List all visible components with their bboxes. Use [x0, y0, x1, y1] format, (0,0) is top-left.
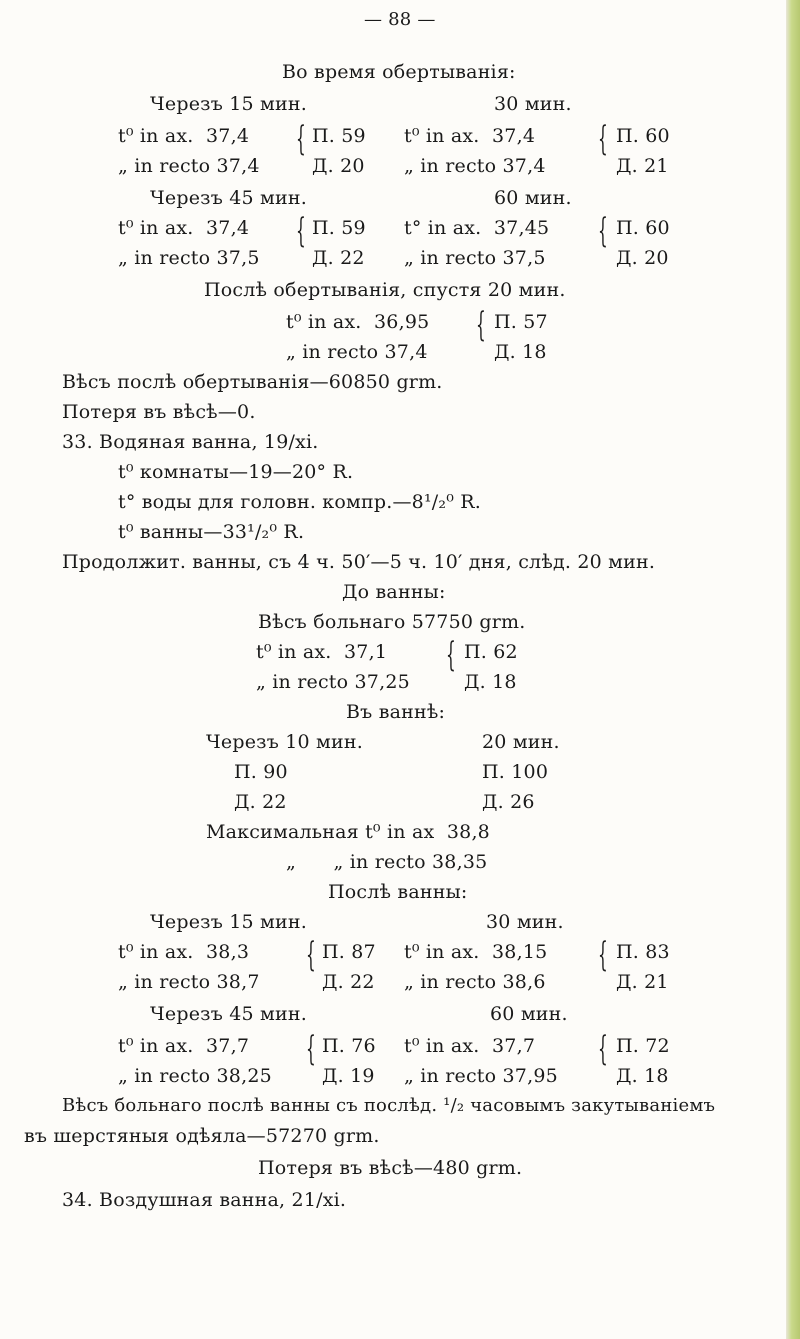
pulse-value: П. 83: [616, 941, 670, 963]
temp-axilla: t⁰ in ax. 38,3: [118, 941, 250, 963]
brace: {: [598, 119, 608, 159]
temp-axilla: t⁰ in ax. 38,15: [404, 941, 548, 963]
temp-axilla: t⁰ in ax. 37,7: [118, 1035, 250, 1057]
interval-label: 60 мин.: [494, 187, 572, 209]
respiration-value: Д. 18: [464, 671, 517, 693]
text-line: t° воды для головн. компр.—8¹/₂⁰ R.: [118, 491, 481, 513]
brace: {: [306, 1029, 316, 1069]
interval-label: Черезъ 45 мин.: [150, 187, 307, 209]
pulse-value: П. 100: [482, 761, 549, 783]
section-heading: До ванны:: [342, 581, 446, 603]
temp-recto: „ in recto 37,4: [286, 341, 428, 363]
temp-recto: „ in recto 37,4: [118, 155, 260, 177]
respiration-value: Д. 22: [234, 791, 287, 813]
temp-recto: „ in recto 37,25: [256, 671, 410, 693]
text-line: Вѣсъ больнаго 57750 grm.: [258, 611, 526, 633]
text-line: Потеря въ вѣсѣ—480 grm.: [258, 1157, 523, 1179]
temp-recto: „ in recto 38,25: [118, 1065, 272, 1087]
temp-recto: „ in recto 38,7: [118, 971, 260, 993]
pulse-value: П. 87: [322, 941, 376, 963]
temp-axilla: t⁰ in ax. 37,4: [404, 125, 536, 147]
brace: {: [598, 211, 608, 251]
text-line: Потеря въ вѣсѣ—0.: [62, 401, 256, 423]
respiration-value: Д. 21: [616, 971, 669, 993]
respiration-value: Д. 18: [494, 341, 547, 363]
max-temp-axilla: Максимальная t⁰ in ax 38,8: [206, 821, 490, 843]
max-temp-recto: „ „ in recto 38,35: [286, 851, 488, 873]
interval-label: 20 мин.: [482, 731, 560, 753]
interval-label: Черезъ 10 мин.: [206, 731, 363, 753]
entry-heading: 33. Водяная ванна, 19/xi.: [62, 431, 319, 453]
pulse-value: П. 72: [616, 1035, 670, 1057]
temp-axilla: t° in ax. 37,45: [404, 217, 550, 239]
brace: {: [296, 211, 306, 251]
pulse-value: П. 60: [616, 217, 670, 239]
section-heading: Во время обертыванія:: [282, 61, 516, 83]
pulse-value: П. 90: [234, 761, 288, 783]
brace: {: [446, 635, 456, 675]
respiration-value: Д. 26: [482, 791, 535, 813]
temp-axilla: t⁰ in ax. 37,4: [118, 125, 250, 147]
text-line: Продолжит. ванны, съ 4 ч. 50′—5 ч. 10′ дня, слѣд. 20 мин.: [62, 551, 656, 573]
respiration-value: Д. 22: [322, 971, 375, 993]
temp-axilla: t⁰ in ax. 36,95: [286, 311, 430, 333]
temp-recto: „ in recto 37,5: [404, 247, 546, 269]
section-heading: Въ ваннѣ:: [346, 701, 446, 723]
pulse-value: П. 76: [322, 1035, 376, 1057]
respiration-value: Д. 20: [616, 247, 669, 269]
respiration-value: Д. 21: [616, 155, 669, 177]
pulse-value: П. 60: [616, 125, 670, 147]
pulse-value: П. 59: [312, 217, 366, 239]
pulse-value: П. 62: [464, 641, 518, 663]
temp-axilla: t⁰ in ax. 37,7: [404, 1035, 536, 1057]
text-line: въ шерстяныя одѣяла—57270 grm.: [24, 1125, 380, 1147]
pulse-value: П. 59: [312, 125, 366, 147]
section-heading: Послѣ обертыванія, спустя 20 мин.: [204, 279, 566, 301]
respiration-value: Д. 19: [322, 1065, 375, 1087]
temp-recto: „ in recto 37,5: [118, 247, 260, 269]
section-heading: Послѣ ванны:: [328, 881, 468, 903]
respiration-value: Д. 20: [312, 155, 365, 177]
interval-label: Черезъ 15 мин.: [150, 93, 307, 115]
interval-label: Черезъ 45 мин.: [150, 1003, 307, 1025]
text-line: t⁰ ванны—33¹/₂⁰ R.: [118, 521, 305, 543]
brace: {: [296, 119, 306, 159]
text-line: t⁰ комнаты—19—20° R.: [118, 461, 354, 483]
interval-label: Черезъ 15 мин.: [150, 911, 307, 933]
interval-label: 60 мин.: [490, 1003, 568, 1025]
pulse-value: П. 57: [494, 311, 548, 333]
brace: {: [306, 935, 316, 975]
text-line: Вѣсъ больнаго послѣ ванны съ послѣд. ¹/₂ часовымъ закутываніемъ: [62, 1095, 716, 1116]
temp-recto: „ in recto 37,95: [404, 1065, 558, 1087]
text-line: Вѣсъ послѣ обертыванія—60850 grm.: [62, 371, 443, 393]
brace: {: [598, 1029, 608, 1069]
brace: {: [598, 935, 608, 975]
respiration-value: Д. 22: [312, 247, 365, 269]
respiration-value: Д. 18: [616, 1065, 669, 1087]
temp-recto: „ in recto 38,6: [404, 971, 546, 993]
interval-label: 30 мин.: [486, 911, 564, 933]
page-number: — 88 —: [364, 9, 436, 30]
entry-heading: 34. Воздушная ванна, 21/xi.: [62, 1189, 347, 1211]
temp-axilla: t⁰ in ax. 37,4: [118, 217, 250, 239]
temp-recto: „ in recto 37,4: [404, 155, 546, 177]
interval-label: 30 мин.: [494, 93, 572, 115]
brace: {: [476, 305, 486, 345]
page-edge: [786, 0, 800, 1339]
temp-axilla: t⁰ in ax. 37,1: [256, 641, 388, 663]
